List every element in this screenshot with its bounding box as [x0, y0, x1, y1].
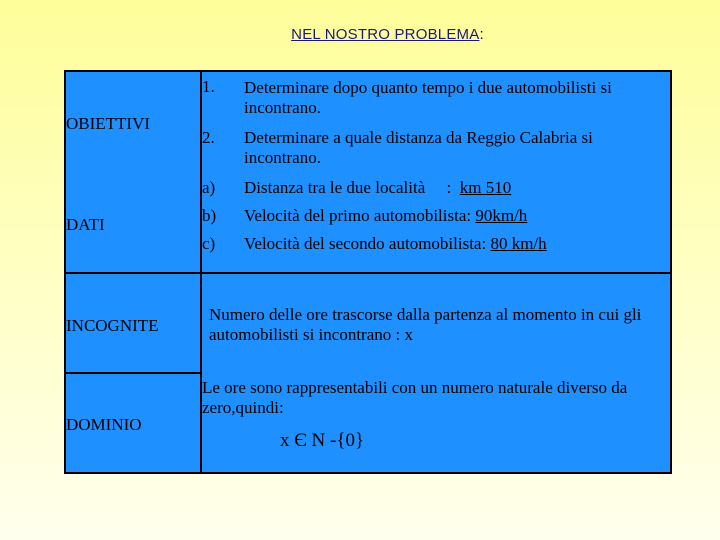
title-text: NEL NOSTRO PROBLEMA: [291, 26, 480, 43]
dominio-text: Le ore sono rappresentabili con un numero naturale diverso da zero,quindi:: [202, 378, 628, 417]
label-obiettivi: OBIETTIVI: [66, 114, 151, 133]
incognite-text: Numero delle ore trascorse dalla partenza al momento in cui gli automobilisti si incontrano : x: [209, 305, 642, 344]
obiettivo-text-1: Determinare dopo quanto tempo i due automobilisti si incontrano.: [244, 78, 612, 117]
label-dominio: DOMINIO: [66, 415, 142, 434]
slide-title: [0, 26, 720, 43]
dato-text-b: [244, 206, 669, 226]
title-colon: :: [479, 26, 484, 43]
problem-table: [64, 70, 672, 474]
label-incognite: INCOGNITE: [66, 316, 159, 335]
dato-text-a: [244, 178, 669, 198]
dato-value-c: 80 km/h: [490, 234, 547, 253]
label-dati: DATI: [66, 215, 105, 234]
dato-marker-a: a): [202, 178, 216, 197]
row-divider-1: [66, 272, 670, 274]
dato-value-b: 90km/h: [475, 206, 528, 225]
row-divider-2: [66, 372, 202, 374]
dominio-formula: x Є N -{0}: [280, 430, 365, 451]
obiettivo-marker-1: 1.: [202, 77, 215, 96]
dato-text-c: [244, 234, 669, 254]
dato-label-b: Velocità del primo automobilista:: [244, 206, 476, 225]
dato-marker-c: c): [202, 234, 216, 253]
obiettivo-marker-2: 2.: [202, 128, 215, 147]
dato-value-a: km 510: [459, 178, 512, 197]
dato-marker-b: b): [202, 206, 217, 225]
obiettivo-text-2: Determinare a quale distanza da Reggio Calabria si incontrano.: [244, 128, 593, 167]
dato-label-a: Distanza tra le due località :: [244, 178, 460, 197]
dato-label-c: Velocità del secondo automobilista:: [244, 234, 491, 253]
